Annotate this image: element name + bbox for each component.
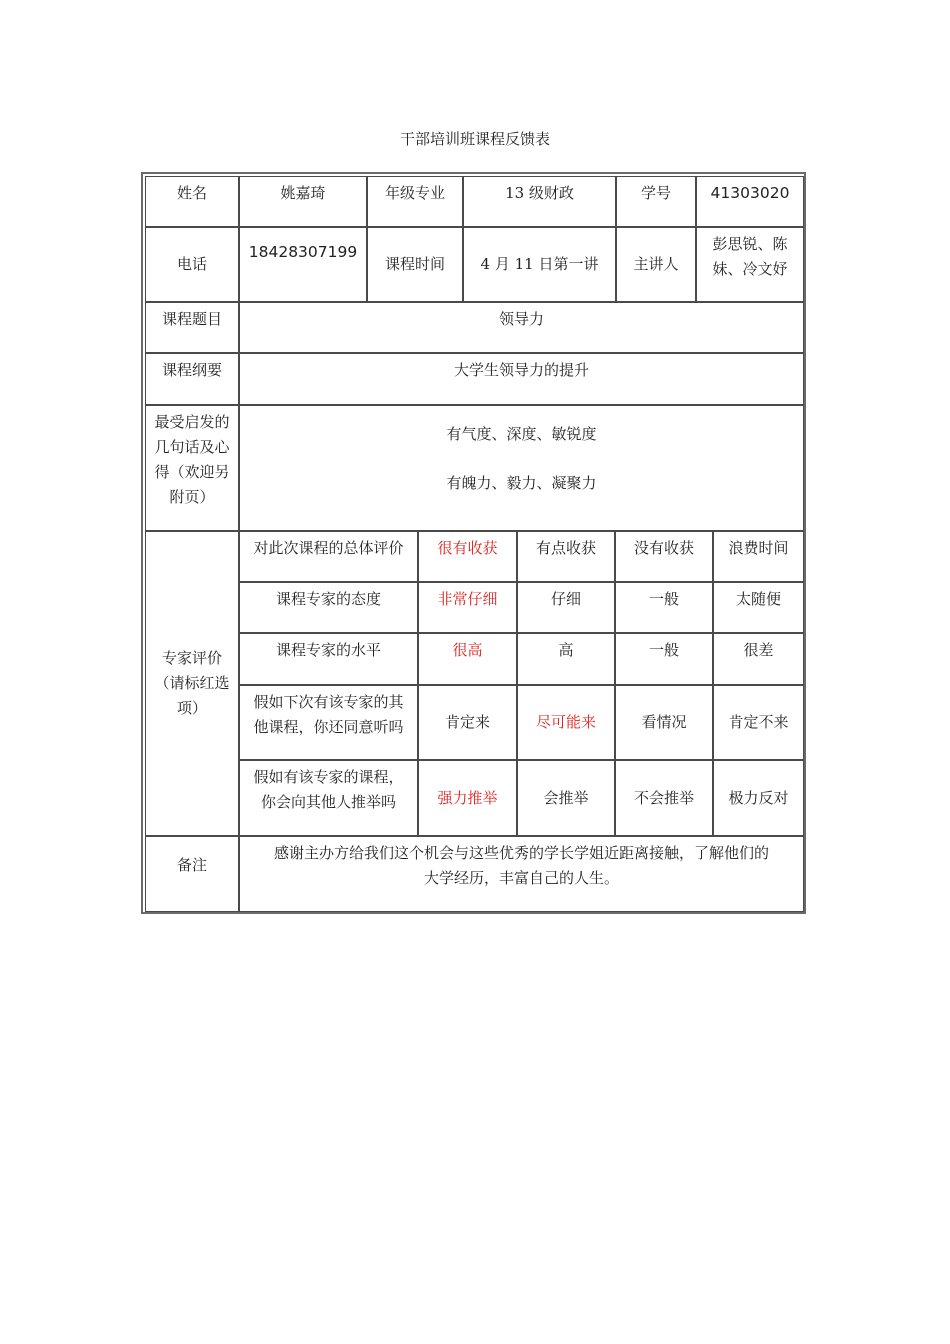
speaker-line-1: 彭思锐、陈 xyxy=(712,235,788,253)
eval-question-1: 对此次课程的总体评价 xyxy=(239,531,418,582)
major-label: 年级专业 xyxy=(367,176,463,227)
eval-option-2-1[interactable]: 非常仔细 xyxy=(418,582,517,633)
eval-question-3: 课程专家的水平 xyxy=(239,633,418,685)
insight-label xyxy=(145,405,239,531)
eval-question-2: 课程专家的态度 xyxy=(239,582,418,633)
eval-option-1-1[interactable]: 很有收获 xyxy=(418,531,517,582)
insight-label-line-1: 最受启发的 xyxy=(154,413,230,431)
eval-option-1-4[interactable]: 浪费时间 xyxy=(713,531,804,582)
eval-option-1-2[interactable]: 有点收获 xyxy=(517,531,615,582)
phone-value: 18428307199 xyxy=(239,227,367,302)
phone-label: 电话 xyxy=(145,227,239,302)
eval-option-2-4[interactable]: 太随便 xyxy=(713,582,804,633)
eval-option-5-3[interactable]: 不会推举 xyxy=(615,760,713,836)
remark-line-1: 感谢主办方给我们这个机会与这些优秀的学长学姐近距离接触，了解他们的 xyxy=(273,844,769,862)
remark-value xyxy=(239,836,804,912)
id-label: 学号 xyxy=(616,176,696,227)
insight-value xyxy=(239,405,804,531)
eval-option-5-2[interactable]: 会推举 xyxy=(517,760,615,836)
name-label: 姓名 xyxy=(145,176,239,227)
topic-label: 课程题目 xyxy=(145,302,239,353)
remark-label: 备注 xyxy=(145,836,239,912)
eval-option-4-2[interactable]: 尽可能来 xyxy=(517,685,615,760)
eval-option-4-1[interactable]: 肯定来 xyxy=(418,685,517,760)
eval-option-4-4[interactable]: 肯定不来 xyxy=(713,685,804,760)
eval-option-5-1[interactable]: 强力推举 xyxy=(418,760,517,836)
eval-option-2-3[interactable]: 一般 xyxy=(615,582,713,633)
eval-option-5-4[interactable]: 极力反对 xyxy=(713,760,804,836)
evaluation-label xyxy=(145,531,239,836)
name-value: 姚嘉琦 xyxy=(239,176,367,227)
insight-label-line-4: 附页） xyxy=(169,488,215,506)
insight-line-1: 有气度、深度、敏锐度 xyxy=(446,425,597,443)
insight-line-2: 有魄力、毅力、凝聚力 xyxy=(446,474,597,492)
eval-option-3-3[interactable]: 一般 xyxy=(615,633,713,685)
major-value: 13 级财政 xyxy=(463,176,616,227)
eval-question-4-line-2: 他课程，你还同意听吗 xyxy=(253,718,404,736)
eval-option-3-4[interactable]: 很差 xyxy=(713,633,804,685)
eval-question-4 xyxy=(239,685,418,760)
speaker-line-2: 妹、冷文妤 xyxy=(712,260,788,278)
eval-option-4-3[interactable]: 看情况 xyxy=(615,685,713,760)
evaluation-label-line-3: 项） xyxy=(176,699,207,717)
topic-value: 领导力 xyxy=(239,302,804,353)
evaluation-label-line-1: 专家评价 xyxy=(161,649,222,667)
eval-option-3-2[interactable]: 高 xyxy=(517,633,615,685)
eval-option-3-1[interactable]: 很高 xyxy=(418,633,517,685)
eval-question-4-line-1: 假如下次有该专家的其 xyxy=(253,693,404,711)
speaker-label: 主讲人 xyxy=(616,227,696,302)
feedback-form xyxy=(141,172,806,914)
eval-question-5-line-2: 你会向其他人推举吗 xyxy=(260,793,396,811)
insight-label-line-2: 几句话及心 xyxy=(154,438,230,456)
eval-option-2-2[interactable]: 仔细 xyxy=(517,582,615,633)
time-value: 4 月 11 日第一讲 xyxy=(463,227,616,302)
evaluation-label-line-2: （请标红选 xyxy=(154,674,230,692)
eval-option-1-3[interactable]: 没有收获 xyxy=(615,531,713,582)
speaker-value xyxy=(696,227,804,302)
form-title: 干部培训班课程反馈表 xyxy=(399,130,550,148)
outline-label: 课程纲要 xyxy=(145,353,239,405)
eval-question-5 xyxy=(239,760,418,836)
insight-label-line-3: 得（欢迎另 xyxy=(154,463,230,481)
id-value: 41303020 xyxy=(696,176,804,227)
eval-question-5-line-1: 假如有该专家的课程， xyxy=(253,768,404,786)
remark-line-2: 大学经历，丰富自己的人生。 xyxy=(423,869,619,887)
time-label: 课程时间 xyxy=(367,227,463,302)
outline-value: 大学生领导力的提升 xyxy=(239,353,804,405)
